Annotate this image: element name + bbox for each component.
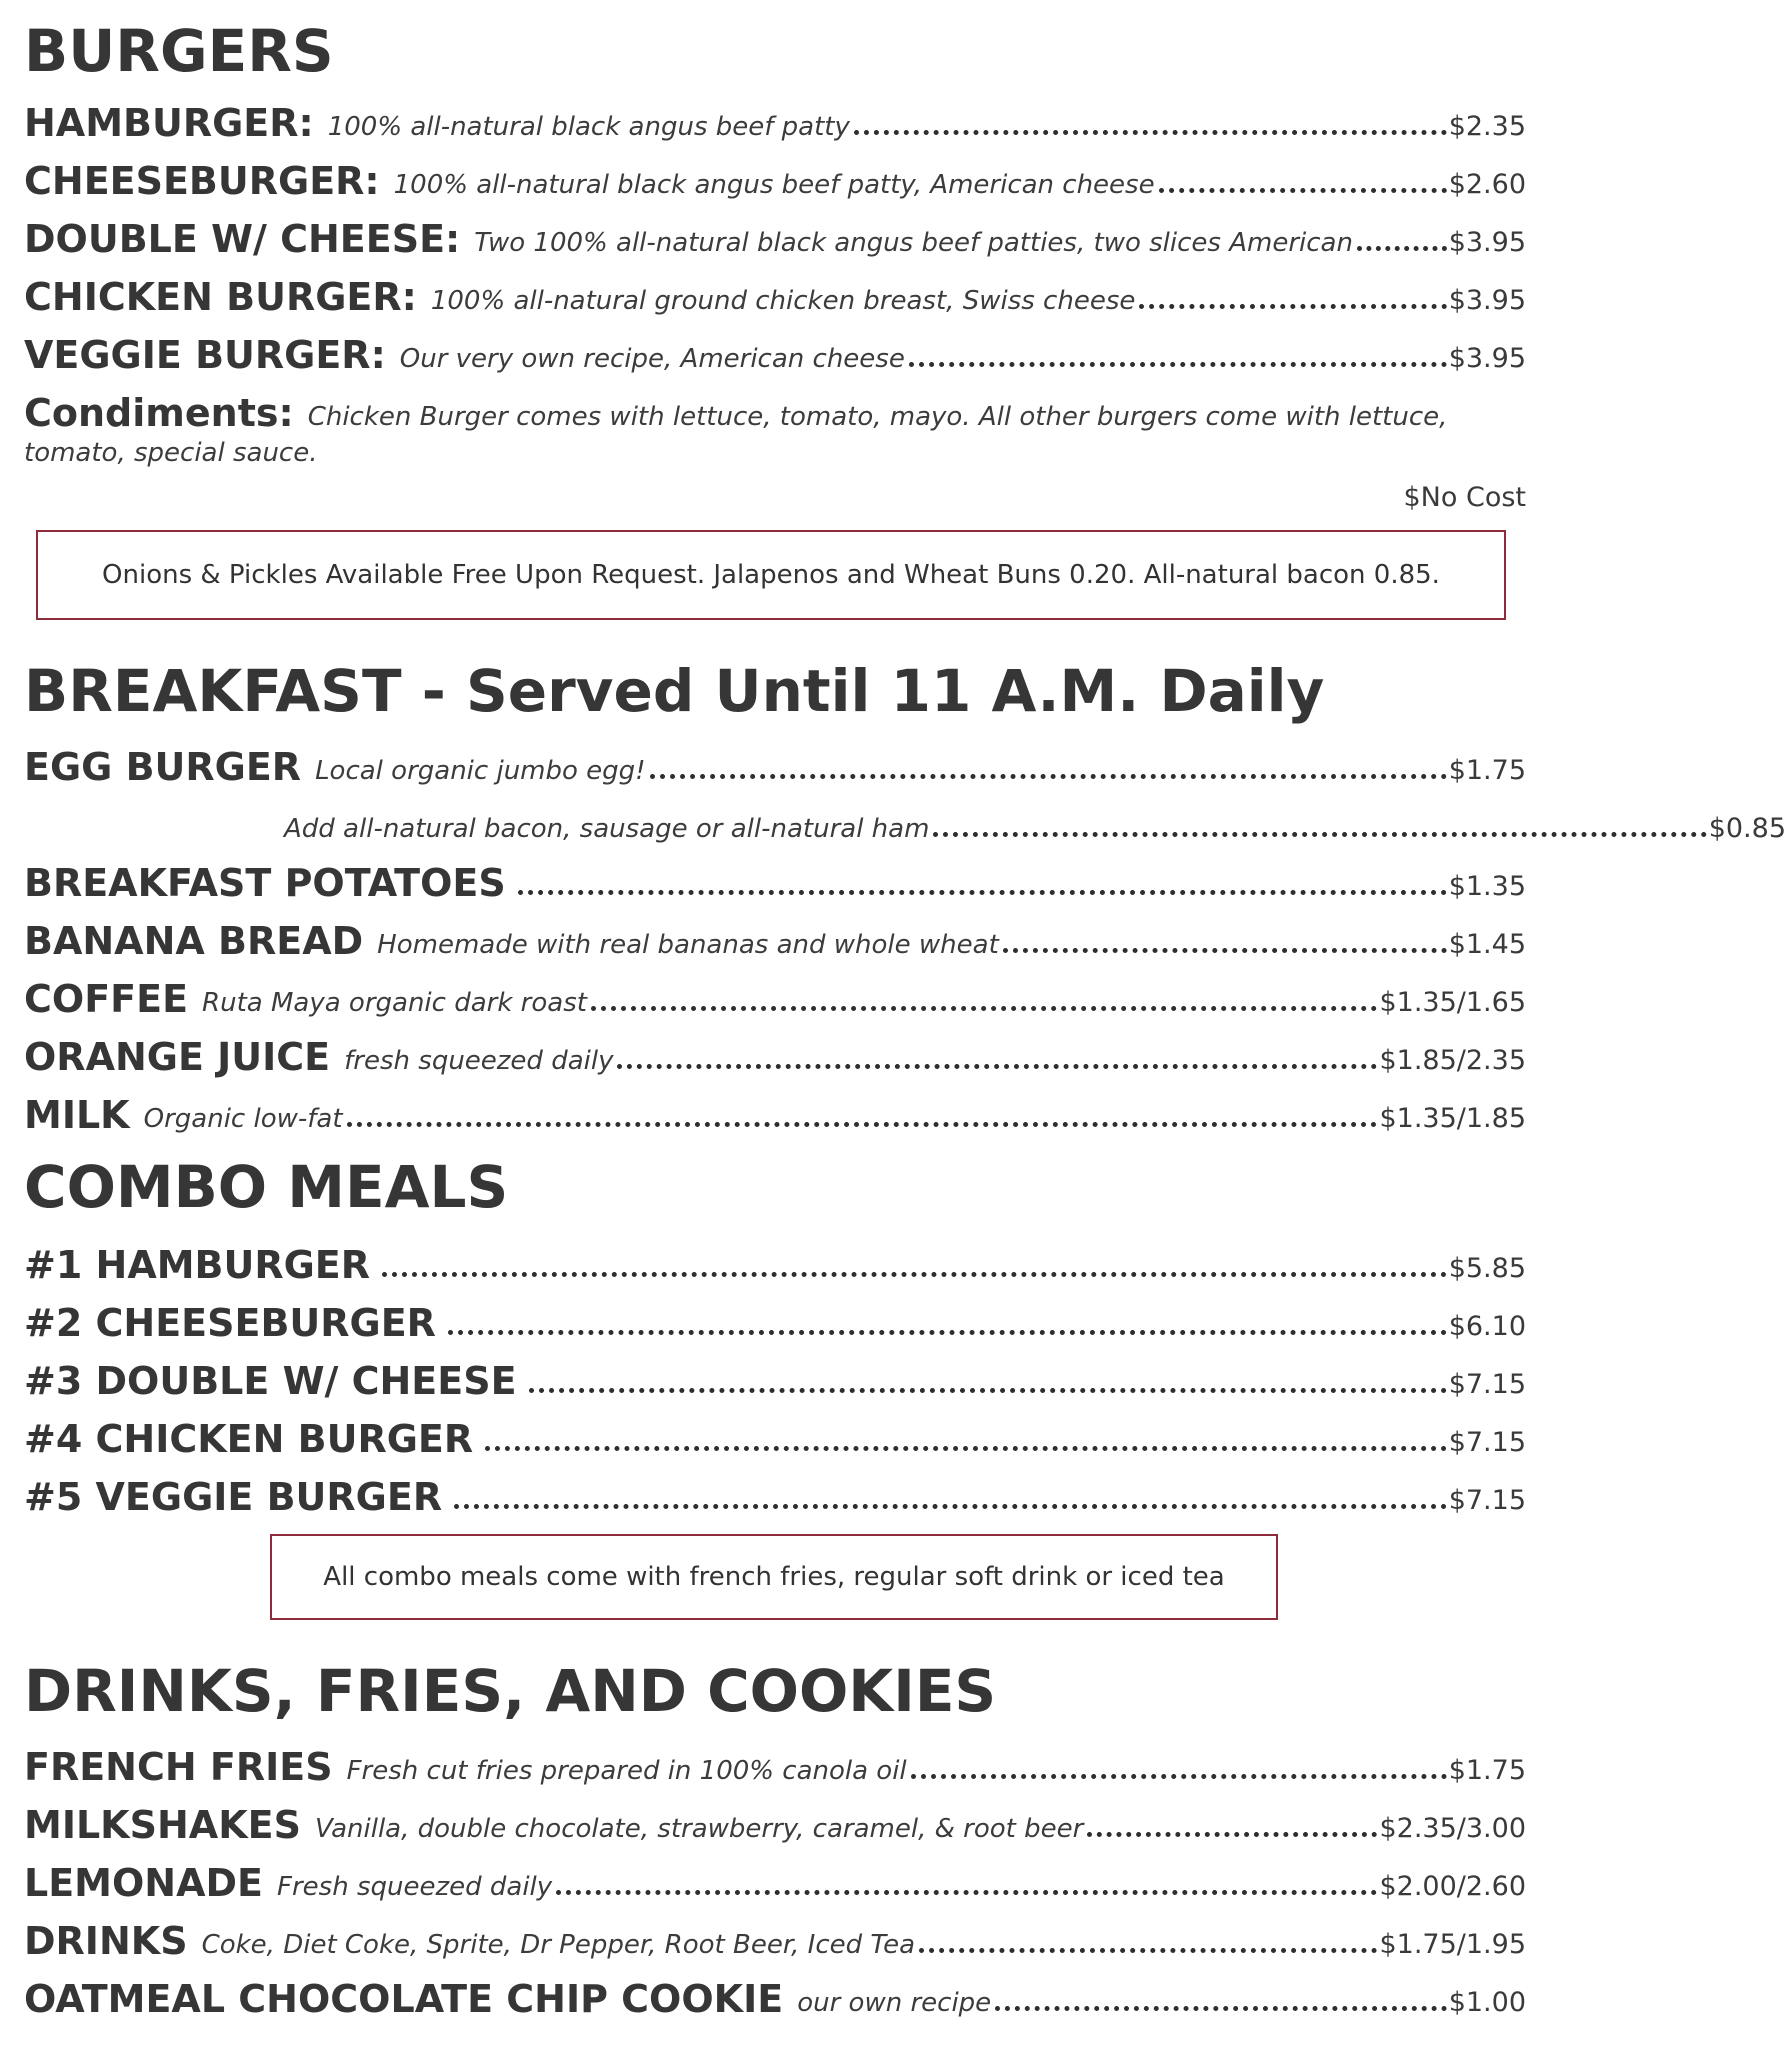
burgers-title: BURGERS	[24, 17, 334, 85]
item-name: #3 DOUBLE W/ CHEESE	[24, 1359, 517, 1403]
item-desc: Vanilla, double chocolate, strawberry, caramel, & root beer	[314, 1814, 1084, 1844]
item-price: $1.75	[1448, 755, 1526, 786]
item-price: $6.10	[1448, 1311, 1526, 1342]
dot-leader	[518, 889, 1447, 895]
item-price: $7.15	[1448, 1485, 1526, 1516]
item-name: #1 HAMBURGER	[24, 1243, 371, 1287]
item-desc: Fresh cut fries prepared in 100% canola oil	[346, 1756, 907, 1786]
item-price: $1.45	[1448, 929, 1526, 960]
dot-leader	[485, 1445, 1447, 1451]
item-name: CHICKEN BURGER:	[24, 275, 417, 319]
dot-leader	[454, 1503, 1447, 1509]
item-name: Condiments:	[24, 391, 294, 435]
dot-leader	[1139, 303, 1446, 309]
note-text: Onions & Pickles Available Free Upon Request. Jalapenos and Wheat Buns 0.20. All-natural bacon 0.85.	[102, 560, 1440, 590]
dot-leader	[591, 1005, 1378, 1011]
item-desc: Local organic jumbo egg!	[315, 756, 646, 786]
condiments-desc-continued: tomato, special sauce.	[24, 438, 318, 468]
item-name: #5 VEGGIE BURGER	[24, 1475, 443, 1519]
dot-leader	[933, 831, 1706, 837]
dot-leader	[909, 361, 1447, 367]
dot-leader	[382, 1271, 1447, 1277]
combo-item-3	[24, 1342, 1526, 1403]
item-price: $3.95	[1448, 343, 1526, 374]
combo-note	[270, 1534, 1278, 1620]
menu-item-egg-burger	[24, 728, 1526, 789]
breakfast-section	[24, 657, 1526, 725]
item-name: MILKSHAKES	[24, 1803, 301, 1847]
item-name: HAMBURGER:	[24, 101, 314, 145]
item-name: MILK	[24, 1093, 130, 1137]
menu-item-cheeseburger	[24, 142, 1526, 203]
condiments-price: $No Cost	[1403, 482, 1526, 513]
item-price: $7.15	[1448, 1369, 1526, 1400]
item-price: $2.35/3.00	[1379, 1813, 1526, 1844]
item-price: $2.00/2.60	[1379, 1871, 1526, 1902]
dot-leader	[448, 1329, 1447, 1335]
dot-leader	[995, 2005, 1447, 2011]
item-name: OATMEAL CHOCOLATE CHIP COOKIE	[24, 1977, 784, 2021]
item-price: $3.95	[1448, 285, 1526, 316]
burger-extras-note	[36, 530, 1506, 620]
item-name: BANANA BREAD	[24, 919, 364, 963]
note-text: All combo meals come with french fries, regular soft drink or iced tea	[323, 1562, 1225, 1592]
burgers-section	[24, 17, 1526, 85]
item-desc: 100% all-natural ground chicken breast, Swiss cheese	[430, 286, 1136, 316]
dot-leader	[347, 1121, 1378, 1127]
item-desc: Our very own recipe, American cheese	[399, 344, 905, 374]
item-name: LEMONADE	[24, 1861, 264, 1905]
item-price: $1.75	[1448, 1755, 1526, 1786]
menu-item-lemonade	[24, 1844, 1526, 1905]
item-price: $2.35	[1448, 111, 1526, 142]
menu-item-veggie-burger	[24, 316, 1526, 377]
item-name: DRINKS	[24, 1919, 188, 1963]
item-name: CHEESEBURGER:	[24, 159, 380, 203]
combo-section	[24, 1153, 1526, 1221]
menu-item-chicken-burger	[24, 258, 1526, 319]
menu-item-milkshakes	[24, 1786, 1526, 1847]
item-name: COFFEE	[24, 977, 189, 1021]
dot-leader	[1357, 245, 1447, 251]
dot-leader	[529, 1387, 1447, 1393]
item-desc: 100% all-natural black angus beef patty	[327, 112, 850, 142]
dot-leader	[1087, 1831, 1377, 1837]
item-name: VEGGIE BURGER:	[24, 333, 386, 377]
menu-item-cookie	[24, 1960, 1526, 2021]
combo-item-4	[24, 1400, 1526, 1461]
item-name: FRENCH FRIES	[24, 1745, 333, 1789]
drinks-title: DRINKS, FRIES, AND COOKIES	[24, 1657, 997, 1725]
dot-leader	[911, 1773, 1447, 1779]
item-desc: fresh squeezed daily	[344, 1046, 614, 1076]
item-price: $0.85	[1708, 813, 1786, 844]
dot-leader	[556, 1889, 1377, 1895]
combo-item-5	[24, 1458, 1526, 1519]
item-name: #2 CHEESEBURGER	[24, 1301, 436, 1345]
item-name: ORANGE JUICE	[24, 1035, 331, 1079]
menu-item-condiments	[24, 374, 1526, 435]
menu-item-double-cheese	[24, 200, 1526, 261]
item-desc: Ruta Maya organic dark roast	[202, 988, 587, 1018]
menu-item-breakfast-potatoes	[24, 844, 1526, 905]
drinks-section	[24, 1657, 1526, 1725]
item-price: $5.85	[1448, 1253, 1526, 1284]
menu-item-coffee	[24, 960, 1526, 1021]
dot-leader	[1003, 947, 1447, 953]
item-price: $2.60	[1448, 169, 1526, 200]
combo-item-2	[24, 1284, 1526, 1345]
item-name: #4 CHICKEN BURGER	[24, 1417, 474, 1461]
breakfast-title: BREAKFAST - Served Until 11 A.M. Daily	[24, 657, 1325, 725]
item-desc: Fresh squeezed daily	[277, 1872, 553, 1902]
dot-leader	[1159, 187, 1447, 193]
item-price: $1.35/1.85	[1379, 1103, 1526, 1134]
menu-item-orange-juice	[24, 1018, 1526, 1079]
item-desc: Coke, Diet Coke, Sprite, Dr Pepper, Root Beer, Iced Tea	[201, 1930, 916, 1960]
combo-item-1	[24, 1226, 1526, 1287]
item-name: DOUBLE W/ CHEESE:	[24, 217, 461, 261]
menu-item-hamburger	[24, 84, 1526, 145]
item-desc: Chicken Burger comes with lettuce, tomato, mayo. All other burgers come with lettuce,	[307, 402, 1448, 432]
item-price: $1.35/1.65	[1379, 987, 1526, 1018]
item-desc: Two 100% all-natural black angus beef patties, two slices American	[474, 228, 1353, 258]
dot-leader	[919, 1947, 1377, 1953]
item-desc: Organic low-fat	[143, 1104, 343, 1134]
item-price: $1.75/1.95	[1379, 1929, 1526, 1960]
item-price: $3.95	[1448, 227, 1526, 258]
menu-item-milk	[24, 1076, 1526, 1137]
menu-item-drinks	[24, 1902, 1526, 1963]
item-desc: Add all-natural bacon, sausage or all-natural ham	[284, 814, 930, 844]
item-price: $1.00	[1448, 1987, 1526, 2018]
menu-item-french-fries	[24, 1728, 1526, 1789]
menu-item-banana-bread	[24, 902, 1526, 963]
item-desc: Homemade with real bananas and whole wheat	[377, 930, 999, 960]
item-name: EGG BURGER	[24, 745, 302, 789]
item-name: BREAKFAST POTATOES	[24, 861, 506, 905]
dot-leader	[854, 129, 1447, 135]
item-price: $7.15	[1448, 1427, 1526, 1458]
dot-leader	[617, 1063, 1377, 1069]
menu-item-egg-addon	[24, 786, 1786, 844]
item-price: $1.35	[1448, 871, 1526, 902]
item-desc: our own recipe	[797, 1988, 992, 2018]
combo-title: COMBO MEALS	[24, 1153, 509, 1221]
item-desc: 100% all-natural black angus beef patty, American cheese	[393, 170, 1155, 200]
item-price: $1.85/2.35	[1379, 1045, 1526, 1076]
dot-leader	[650, 773, 1447, 779]
